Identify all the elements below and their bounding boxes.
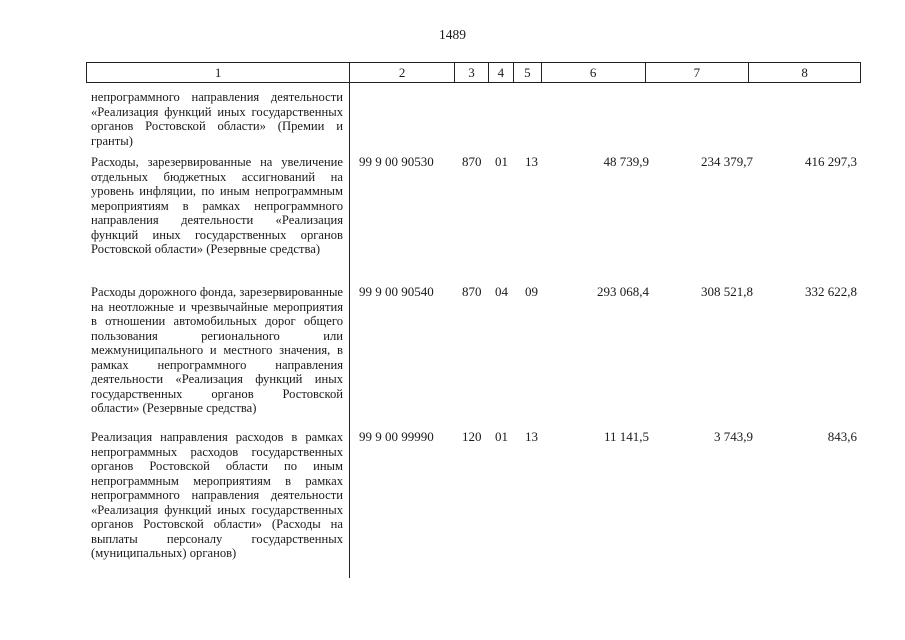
header-col-5: 5 xyxy=(514,63,542,82)
row-1-value-6: 48 739,9 xyxy=(603,154,649,169)
row-2-rz: 04 xyxy=(495,284,508,299)
row-3-pr: 13 xyxy=(525,429,538,444)
row-1-vr: 870 xyxy=(462,154,482,169)
row-2-value-8: 332 622,8 xyxy=(805,284,857,299)
row-1-code: 99 9 00 90530 xyxy=(359,154,434,169)
row-3-code: 99 9 00 99990 xyxy=(359,429,434,444)
header-col-1: 1 xyxy=(87,63,350,82)
header-col-7: 7 xyxy=(646,63,750,82)
row-3-vr: 120 xyxy=(462,429,482,444)
header-col-8: 8 xyxy=(801,65,808,80)
row-3-value-8: 843,6 xyxy=(827,429,857,444)
row-0-description: непрограммного направления деятельности «Реализация функций иных государственных органов Ростовской области» (Премии и гранты) xyxy=(91,90,343,148)
row-3-rz: 01 xyxy=(495,429,508,444)
page-number: 1489 xyxy=(439,27,466,42)
row-1-value-7: 234 379,7 xyxy=(701,154,753,169)
row-2-vr: 870 xyxy=(462,284,482,299)
row-2-description: Расходы дорожного фонда, зарезервированные на неотложные и чрезвычайные мероприятия в отношении автомобильных дорог общего пользования регионального или межмуниципального и местного значения, в рамках непрограммного направления деятельности «Реализация функций иных государственных органов Ростовской области» (Резервные средства) xyxy=(91,285,343,415)
header-col-4: 4 xyxy=(489,63,514,82)
row-2-value-7: 308 521,8 xyxy=(701,284,753,299)
row-2-value-6: 293 068,4 xyxy=(597,284,649,299)
header-col-3: 3 xyxy=(455,63,489,82)
row-1-pr: 13 xyxy=(525,154,538,169)
table-header xyxy=(86,62,861,83)
header-col-6: 6 xyxy=(542,63,646,82)
row-1-rz: 01 xyxy=(495,154,508,169)
row-2-code: 99 9 00 90540 xyxy=(359,284,434,299)
row-3-description: Реализация направления расходов в рамках непрограммных расходов государственных органов Ростовской области по иным непрограммным мероприятиям в рамках непрограммного направления деятельности «Реализация функций иных государственных органов Ростовской области» (Расходы на выплаты персоналу государственных (муниципальных) органов) xyxy=(91,430,343,560)
row-1-description: Расходы, зарезервированные на увеличение отдельных бюджетных ассигнований на уровень инфляции, по иным непрограммным мероприятиям в рамках непрограммного направления деятельности «Реализация функций иных государственных органов Ростовской области» (Резервные средства) xyxy=(91,155,343,256)
header-col-2: 2 xyxy=(350,63,455,82)
row-3-value-7: 3 743,9 xyxy=(714,429,753,444)
row-1-value-8: 416 297,3 xyxy=(805,154,857,169)
column-divider xyxy=(349,83,350,578)
row-2-pr: 09 xyxy=(525,284,538,299)
row-3-value-6: 11 141,5 xyxy=(603,429,649,444)
